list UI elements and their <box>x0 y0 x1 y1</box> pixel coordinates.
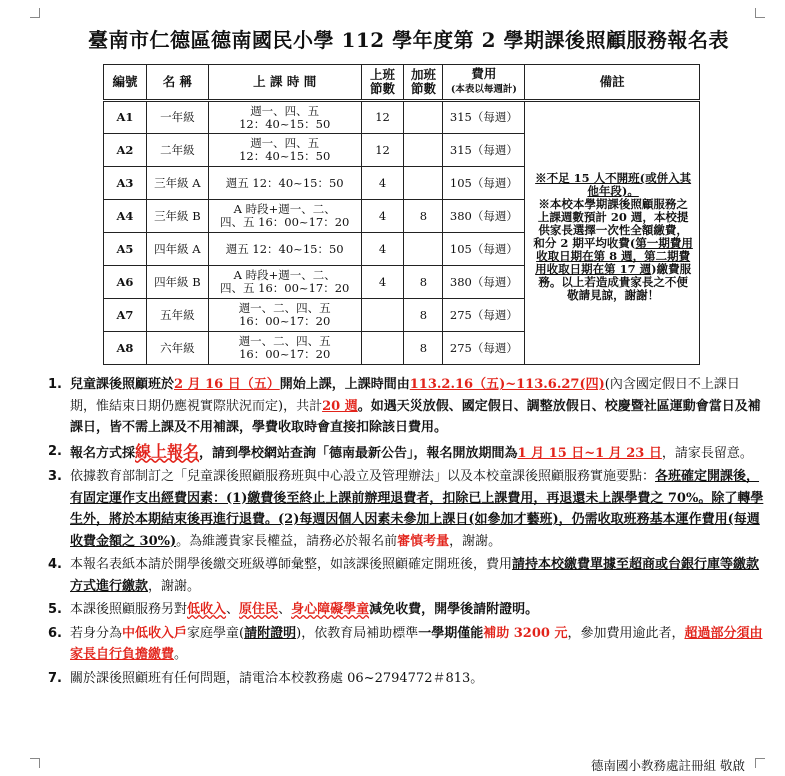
cell-code <box>104 101 147 134</box>
cell-code-text: A5 <box>116 241 134 256</box>
cell-extra <box>404 101 443 134</box>
cell-fee-text: 275（每週） <box>449 340 518 355</box>
header-code: 編號 <box>104 65 147 101</box>
cell-fee-text: 315（每週） <box>449 110 518 124</box>
header-fee-line1: 費用 <box>471 66 497 81</box>
cell-name-text: 五年級 <box>160 307 195 322</box>
cell-name <box>146 200 208 233</box>
header-extra <box>404 65 443 101</box>
cell-time-line1: 週一、四、五 <box>250 136 320 150</box>
item-text: ，謝謝。 <box>148 578 201 594</box>
item-text: 。如遇天災放假、國定假日、調整放假日、校慶暨社區運動會當日及補課日，皆不需上課及不用補課，學費收取時會直接扣除該日費用。 <box>70 398 761 435</box>
cell-time <box>208 266 361 299</box>
header-hours <box>361 65 404 101</box>
cell-time-line2: 12：40~15：50 <box>239 116 331 131</box>
header-hours-line2: 節數 <box>370 81 396 96</box>
table-header-row <box>104 65 700 101</box>
cell-extra <box>404 332 443 365</box>
note-part3: 第一期費用收取日期在第 8 週，第二期費用收取日期在第 17 週 <box>535 236 693 276</box>
cell-time <box>208 233 361 266</box>
cell-fee <box>443 167 525 200</box>
cell-fee <box>443 200 525 233</box>
item-text: ，請家長留意。 <box>661 445 753 461</box>
item-number: 7. <box>48 670 62 686</box>
item-highlight: 1 月 15 日~1 月 23 日 <box>517 445 662 461</box>
cell-extra-text: 8 <box>419 340 428 355</box>
cell-hours-text: 12 <box>375 110 390 124</box>
item-text: ，請到學校網站查詢「德南最新公告」，報名開放期間為 <box>199 445 518 461</box>
cell-hours-text: 4 <box>378 241 387 256</box>
item-emphasis: 一學期僅能 <box>418 625 484 641</box>
item-text: ，謝謝。 <box>449 533 502 549</box>
cell-extra <box>404 134 443 167</box>
cell-time <box>208 299 361 332</box>
header-fee-line2: (本表以每週計) <box>450 84 517 95</box>
item-text: 依據教育部制訂之「兒童課後照顧服務班與中心設立及管理辦法」以及本校童課後照顧服務實施要點： <box>70 469 656 484</box>
item-highlight: 中低收入戶 <box>122 625 188 641</box>
cell-extra-text: 8 <box>419 307 428 322</box>
cell-fee-text: 380（每週） <box>449 208 518 223</box>
header-hours-line1: 上班 <box>370 67 396 82</box>
item-highlight: 身心障礙學童 <box>291 602 370 617</box>
item-emphasis: 請附證明 <box>244 625 297 641</box>
cell-fee <box>443 101 525 134</box>
notice-list <box>48 374 764 691</box>
cell-extra <box>404 266 443 299</box>
cell-name-text: 四年級 A <box>154 241 201 256</box>
cell-fee-text: 105（每週） <box>449 241 518 256</box>
item-text: 。 <box>174 647 188 662</box>
header-time: 上 課 時 間 <box>208 65 361 101</box>
cell-time-line1: A 時段+週一、二、 <box>233 268 336 282</box>
item-text: 家庭學童( <box>187 625 245 641</box>
cell-time-line2: 16：00~17：20 <box>239 314 331 328</box>
cell-name <box>146 332 208 365</box>
cell-hours-text: 4 <box>378 175 387 190</box>
cell-fee <box>443 233 525 266</box>
cell-time-line2: 四、五 16：00~17：20 <box>220 215 350 229</box>
cell-time-line2: 12：40~15：50 <box>239 149 331 163</box>
cell-fee-text: 380（每週） <box>449 274 518 289</box>
item-highlight: 超過部分須由家長自行負擔繳費 <box>70 625 763 662</box>
cell-hours <box>361 167 404 200</box>
cell-hours <box>361 134 404 167</box>
cell-fee <box>443 299 525 332</box>
item-highlight: 113.2.16（五)~113.6.27(四) <box>409 377 605 392</box>
cell-fee <box>443 332 525 365</box>
cell-extra <box>404 299 443 332</box>
cell-extra <box>404 233 443 266</box>
cell-code <box>104 233 147 266</box>
cell-time-line1: 週一、二、四、五 <box>238 334 331 348</box>
list-item <box>48 374 764 439</box>
note-part1: ※不足 15 人不開班(或併入其他年段)。 <box>535 171 692 198</box>
cell-code-text: A8 <box>116 340 134 355</box>
item-highlight: 審慎考量 <box>397 533 450 549</box>
cell-hours <box>361 101 404 134</box>
list-item <box>48 623 764 666</box>
corner-mark-bottom-right <box>755 758 765 768</box>
cell-extra <box>404 200 443 233</box>
cell-code-text: A1 <box>116 110 134 124</box>
cell-name-text: 六年級 <box>160 340 195 355</box>
schedule-table <box>103 64 700 365</box>
corner-mark-top-right <box>755 8 765 18</box>
footer-signature: 德南國小教務處註冊組 敬啟 <box>591 758 745 773</box>
cell-name <box>146 266 208 299</box>
cell-code <box>104 266 147 299</box>
cell-time-line1: A 時段+週一、二、 <box>233 202 336 216</box>
item-number: 3. <box>48 469 62 484</box>
document-title: 臺南市仁德區德南國民小學 112 學年度第 2 學期課後照顧服務報名表 <box>88 28 730 52</box>
item-emphasis: 請持本校繳費單據至超商或台銀行庫等繳款方式進行繳款 <box>70 557 760 594</box>
cell-name <box>146 233 208 266</box>
cell-extra-text: 8 <box>419 274 428 289</box>
cell-code <box>104 332 147 365</box>
item-number: 1. <box>48 377 62 392</box>
cell-fee-text: 105（每週） <box>449 175 518 190</box>
cell-name <box>146 101 208 134</box>
item-highlight: 2 月 16 日（五） <box>174 377 280 392</box>
item-text: 、 <box>278 602 292 617</box>
cell-name-text: 三年級 A <box>154 175 201 190</box>
cell-time-line2: 四、五 16：00~17：20 <box>220 281 350 295</box>
cell-time-line1: 週一、四、五 <box>250 103 320 118</box>
cell-code-text: A3 <box>116 175 134 190</box>
cell-extra <box>404 167 443 200</box>
table-row <box>104 101 700 134</box>
cell-name <box>146 167 208 200</box>
cell-time <box>208 332 361 365</box>
cell-fee-text: 275（每週） <box>449 307 518 322</box>
cell-hours-text: 12 <box>375 142 390 157</box>
item-number: 5. <box>48 602 62 617</box>
item-text: 本報名表紙本請於開學後繳交班級導師彙整，如該課後照顧確定開班後，費用 <box>70 557 513 572</box>
cell-code <box>104 200 147 233</box>
header-name: 名 稱 <box>146 65 208 101</box>
item-text: 報名方式採 <box>70 445 136 461</box>
cell-code-text: A4 <box>116 208 134 223</box>
cell-name <box>146 134 208 167</box>
cell-hours <box>361 200 404 233</box>
item-highlight: 線上報名 <box>135 441 200 461</box>
item-number: 2. <box>48 443 62 459</box>
item-text: ，參加費用逾此者， <box>567 625 685 641</box>
cell-fee-text: 315（每週） <box>449 142 518 157</box>
item-highlight: 低收入 <box>187 602 227 617</box>
cell-time <box>208 101 361 134</box>
item-text: 兒童課後照顧班於 <box>70 377 175 392</box>
cell-code-text: A2 <box>116 142 134 157</box>
item-number: 6. <box>48 625 62 641</box>
list-item <box>48 599 764 621</box>
cell-time <box>208 200 361 233</box>
list-item <box>48 466 764 552</box>
item-text: 關於課後照顧班有任何問題，請電洽本校教務處 06~2794772＃813。 <box>70 670 484 686</box>
item-text: 本課後照顧服務另對 <box>70 602 188 617</box>
cell-time-line1: 週一、二、四、五 <box>238 301 331 315</box>
cell-hours <box>361 266 404 299</box>
cell-extra-text: 8 <box>419 208 428 223</box>
cell-name-text: 一年級 <box>160 110 195 124</box>
item-text: )，依教育局補助標準 <box>296 625 419 641</box>
item-text: 減免收費，開學後請附證明。 <box>369 602 539 617</box>
cell-code <box>104 299 147 332</box>
header-note: 備註 <box>525 65 700 101</box>
item-highlight: 原住民 <box>239 602 279 617</box>
cell-code <box>104 167 147 200</box>
cell-code-text: A6 <box>116 274 134 289</box>
note-part4: )繳費服務。以上若造成貴家長之不便敬請見諒，謝謝！ <box>538 262 692 302</box>
list-item <box>48 668 764 690</box>
item-highlight: 20 週 <box>322 398 358 414</box>
corner-mark-bottom-left <box>30 758 40 768</box>
header-extra-line1: 加班 <box>410 67 436 82</box>
item-emphasis: 各班確定開課後，有固定運作支出經費因素：(1)繳費後至終止上課前辦理退費者，扣除已上課費用，再退還未上課學費之 70%。除了轉學生外，將於本期結束後再進行退費。(2)每週因個人因素未參加上課日(如參加才藝班)，仍需收取班務基本運作費用(每週收費金額之 30%) <box>70 469 764 549</box>
cell-time-line1: 週五 12：40~15：50 <box>225 241 344 256</box>
cell-time <box>208 134 361 167</box>
cell-hours-text: 4 <box>378 274 387 289</box>
item-number: 4. <box>48 557 62 572</box>
header-extra-line2: 節數 <box>410 81 436 96</box>
item-text: 若身分為 <box>70 625 123 641</box>
item-text: 。為維護貴家長權益，請務必於報名前 <box>176 533 398 549</box>
item-text: 、 <box>226 602 240 617</box>
cell-code <box>104 134 147 167</box>
cell-note <box>525 101 700 365</box>
cell-name-text: 二年級 <box>160 142 195 157</box>
cell-hours-text: 4 <box>378 208 387 223</box>
cell-hours <box>361 299 404 332</box>
item-highlight: 補助 3200 元 <box>483 625 568 641</box>
cell-code-text: A7 <box>116 307 134 322</box>
cell-time-line1: 週五 12：40~15：50 <box>225 175 344 190</box>
cell-fee <box>443 134 525 167</box>
list-item <box>48 554 764 597</box>
list-item <box>48 441 764 465</box>
header-fee <box>443 65 525 101</box>
cell-hours <box>361 233 404 266</box>
cell-name-text: 四年級 B <box>154 274 201 289</box>
note-part2: ※本校本學期課後照顧服務之上課週數預計 20 週，本校提供家長選擇一次性全額繳費，和分 2 期平均收費( <box>533 197 689 250</box>
cell-fee <box>443 266 525 299</box>
cell-name-text: 三年級 B <box>154 208 201 223</box>
item-text: 開始上課，上課時間由 <box>279 377 410 392</box>
item-text: (內含國定假日不上課日期，惟結束日期仍應視實際狀況而定)，共計 <box>70 377 740 414</box>
cell-time <box>208 167 361 200</box>
cell-time-line2: 16：00~17：20 <box>239 347 331 361</box>
corner-mark-top-left <box>30 8 40 18</box>
cell-name <box>146 299 208 332</box>
cell-hours <box>361 332 404 365</box>
